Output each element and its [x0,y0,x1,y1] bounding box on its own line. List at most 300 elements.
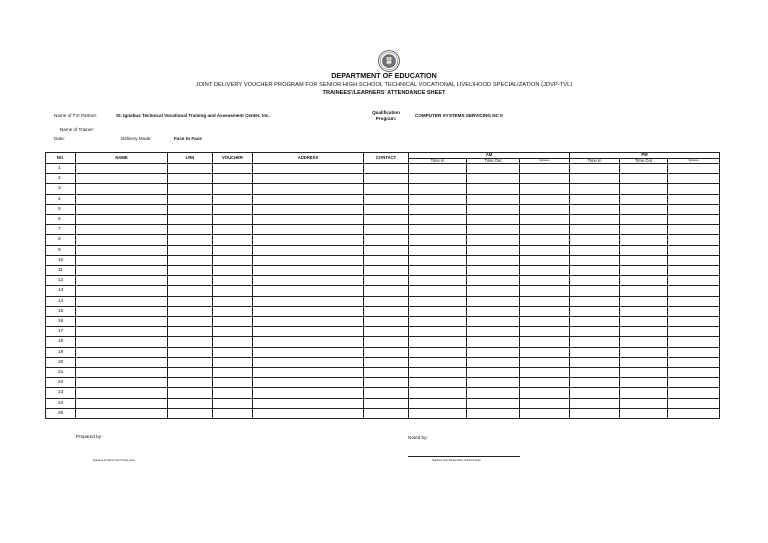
table-cell[interactable] [253,225,364,235]
table-cell[interactable] [570,327,620,337]
table-row [46,327,720,337]
table-cell[interactable] [409,327,467,337]
table-cell[interactable] [409,225,467,235]
table-cell[interactable] [668,296,720,306]
attendance-rows [46,164,720,419]
table-cell[interactable] [467,378,520,388]
table-cell[interactable] [253,255,364,265]
table-cell[interactable] [620,306,668,316]
table-cell[interactable] [213,337,253,347]
table-cell[interactable] [520,378,570,388]
table-cell[interactable] [213,245,253,255]
table-cell[interactable] [253,204,364,214]
table-cell[interactable] [668,215,720,225]
table-cell[interactable] [253,194,364,204]
table-cell[interactable] [364,184,409,194]
table-cell[interactable] [253,266,364,276]
table-cell[interactable] [76,194,168,204]
table-cell[interactable] [253,296,364,306]
table-cell[interactable] [570,194,620,204]
table-cell[interactable] [409,194,467,204]
table-cell[interactable] [364,276,409,286]
table-cell[interactable] [168,337,213,347]
table-row [46,347,720,357]
table-cell[interactable] [168,204,213,214]
table-cell[interactable] [364,357,409,367]
table-cell[interactable] [213,357,253,367]
table-cell[interactable] [168,184,213,194]
table-cell[interactable] [213,286,253,296]
table-cell[interactable] [76,337,168,347]
table-cell[interactable] [76,164,168,174]
table-cell[interactable] [520,398,570,408]
table-cell[interactable] [467,357,520,367]
table-cell[interactable] [620,408,668,418]
table-cell[interactable] [620,266,668,276]
table-cell[interactable] [520,266,570,276]
table-cell[interactable] [570,337,620,347]
table-cell[interactable] [76,347,168,357]
table-cell[interactable] [467,276,520,286]
table-cell[interactable] [668,347,720,357]
table-cell[interactable] [76,235,168,245]
table-cell[interactable] [620,245,668,255]
col-header-voucher: VOUCHER [213,153,253,164]
table-cell[interactable] [76,204,168,214]
table-cell[interactable] [168,296,213,306]
table-cell[interactable] [520,357,570,367]
table-cell[interactable] [76,266,168,276]
table-cell[interactable] [76,317,168,327]
table-cell[interactable] [76,388,168,398]
table-cell[interactable] [570,235,620,245]
table-cell[interactable] [213,408,253,418]
table-cell[interactable] [364,225,409,235]
table-cell[interactable] [409,255,467,265]
table-cell[interactable] [364,215,409,225]
table-cell[interactable] [570,408,620,418]
table-cell[interactable] [213,296,253,306]
table-cell[interactable] [364,286,409,296]
table-cell[interactable] [467,255,520,265]
table-cell[interactable] [668,276,720,286]
table-cell[interactable] [570,317,620,327]
table-cell[interactable] [520,286,570,296]
row-number: 13 [46,286,76,296]
table-cell[interactable] [213,317,253,327]
table-cell[interactable] [668,388,720,398]
table-cell[interactable] [409,408,467,418]
table-cell[interactable] [213,235,253,245]
table-cell[interactable] [668,337,720,347]
table-cell[interactable] [409,286,467,296]
table-cell[interactable] [668,408,720,418]
table-cell[interactable] [620,337,668,347]
table-cell[interactable] [467,184,520,194]
table-cell[interactable] [253,235,364,245]
table-cell[interactable] [253,174,364,184]
prepared-by-signature-caption: Signature of Trainer Over Printed name [93,459,135,462]
table-row [46,337,720,347]
table-cell[interactable] [168,408,213,418]
table-row [46,174,720,184]
table-cell[interactable] [570,276,620,286]
table-cell[interactable] [520,245,570,255]
table-cell[interactable] [570,368,620,378]
table-cell[interactable] [520,368,570,378]
table-cell[interactable] [76,357,168,367]
table-row [46,378,720,388]
table-cell[interactable] [520,296,570,306]
table-cell[interactable] [409,337,467,347]
table-cell[interactable] [76,255,168,265]
table-cell[interactable] [570,184,620,194]
table-cell[interactable] [467,174,520,184]
table-cell[interactable] [620,357,668,367]
table-cell[interactable] [213,164,253,174]
table-cell[interactable] [668,368,720,378]
table-cell[interactable] [570,215,620,225]
table-cell[interactable] [213,306,253,316]
table-cell[interactable] [213,378,253,388]
table-cell[interactable] [570,255,620,265]
table-cell[interactable] [168,174,213,184]
table-cell[interactable] [520,337,570,347]
table-cell[interactable] [76,276,168,286]
table-cell[interactable] [620,184,668,194]
table-cell[interactable] [168,255,213,265]
table-cell[interactable] [570,296,620,306]
table-cell[interactable] [467,327,520,337]
table-cell[interactable] [620,398,668,408]
table-cell[interactable] [467,408,520,418]
table-cell[interactable] [253,347,364,357]
table-cell[interactable] [253,337,364,347]
table-cell[interactable] [520,225,570,235]
table-cell[interactable] [570,398,620,408]
table-cell[interactable] [253,357,364,367]
table-cell[interactable] [253,378,364,388]
table-cell[interactable] [213,398,253,408]
table-cell[interactable] [620,225,668,235]
table-cell[interactable] [409,215,467,225]
table-cell[interactable] [668,194,720,204]
table-cell[interactable] [620,296,668,306]
table-cell[interactable] [409,296,467,306]
table-cell[interactable] [168,347,213,357]
table-cell[interactable] [520,194,570,204]
col-header-address: ADDRESS [253,153,364,164]
table-cell[interactable] [76,378,168,388]
table-cell[interactable] [570,164,620,174]
table-cell[interactable] [168,276,213,286]
table-row [46,296,720,306]
table-cell[interactable] [467,235,520,245]
table-cell[interactable] [213,255,253,265]
table-cell[interactable] [213,215,253,225]
program-title: JOINT DELIVERY VOUCHER PROGRAM FOR SENIOR HIGH SCHOOL TECHNICAL VOCATIONAL LIVELIHOOD SPECIALIZATION (JDVP-TVL) [195,82,573,88]
table-cell[interactable] [668,174,720,184]
table-cell[interactable] [570,266,620,276]
table-cell[interactable] [570,306,620,316]
table-cell[interactable] [620,215,668,225]
table-cell[interactable] [620,194,668,204]
table-cell[interactable] [409,276,467,286]
table-cell[interactable] [364,408,409,418]
table-cell[interactable] [668,317,720,327]
table-cell[interactable] [253,306,364,316]
table-cell[interactable] [364,398,409,408]
table-cell[interactable] [620,347,668,357]
table-cell[interactable] [467,306,520,316]
table-cell[interactable] [76,408,168,418]
table-cell[interactable] [364,327,409,337]
table-cell[interactable] [253,408,364,418]
table-cell[interactable] [168,398,213,408]
table-cell[interactable] [213,388,253,398]
table-cell[interactable] [76,225,168,235]
table-cell[interactable] [570,204,620,214]
table-cell[interactable] [668,255,720,265]
qualification-value: COMPUTER SYSTEMS SERVICING NC II [415,113,503,118]
table-cell[interactable] [168,306,213,316]
table-cell[interactable] [253,317,364,327]
table-cell[interactable] [570,174,620,184]
table-row [46,204,720,214]
table-cell[interactable] [520,388,570,398]
table-cell[interactable] [520,204,570,214]
table-cell[interactable] [467,388,520,398]
table-cell[interactable] [364,378,409,388]
table-cell[interactable] [409,398,467,408]
table-cell[interactable] [168,317,213,327]
table-cell[interactable] [520,184,570,194]
table-cell[interactable] [76,398,168,408]
table-cell[interactable] [520,408,570,418]
table-cell[interactable] [213,184,253,194]
table-cell[interactable] [76,306,168,316]
table-cell[interactable] [409,357,467,367]
table-cell[interactable] [168,327,213,337]
table-cell[interactable] [668,306,720,316]
table-cell[interactable] [364,337,409,347]
table-cell[interactable] [253,215,364,225]
table-cell[interactable] [520,215,570,225]
table-cell[interactable] [76,245,168,255]
table-cell[interactable] [409,378,467,388]
table-cell[interactable] [668,266,720,276]
col-header-am-time-out: Time Out [467,158,520,164]
table-cell[interactable] [668,357,720,367]
table-cell[interactable] [364,204,409,214]
table-cell[interactable] [253,184,364,194]
table-cell[interactable] [467,215,520,225]
table-cell[interactable] [213,174,253,184]
table-cell[interactable] [364,306,409,316]
table-cell[interactable] [570,347,620,357]
table-cell[interactable] [213,276,253,286]
table-cell[interactable] [168,266,213,276]
table-cell[interactable] [620,317,668,327]
table-cell[interactable] [76,215,168,225]
table-cell[interactable] [213,327,253,337]
table-row [46,276,720,286]
table-cell[interactable] [168,378,213,388]
table-cell[interactable] [168,235,213,245]
table-cell[interactable] [620,164,668,174]
table-cell[interactable] [520,306,570,316]
table-cell[interactable] [668,286,720,296]
table-cell[interactable] [467,286,520,296]
table-cell[interactable] [364,164,409,174]
table-cell[interactable] [620,174,668,184]
row-number: 6 [46,215,76,225]
table-cell[interactable] [364,174,409,184]
row-number: 16 [46,317,76,327]
table-cell[interactable] [253,276,364,286]
table-cell[interactable] [520,347,570,357]
table-cell[interactable] [668,225,720,235]
table-cell[interactable] [620,255,668,265]
table-cell[interactable] [76,286,168,296]
table-cell[interactable] [364,255,409,265]
table-cell[interactable] [620,388,668,398]
table-cell[interactable] [570,286,620,296]
table-cell[interactable] [668,164,720,174]
table-cell[interactable] [409,184,467,194]
table-cell[interactable] [76,327,168,337]
table-cell[interactable] [409,174,467,184]
table-cell[interactable] [520,174,570,184]
table-cell[interactable] [520,255,570,265]
table-cell[interactable] [668,378,720,388]
table-cell[interactable] [409,306,467,316]
table-cell[interactable] [168,388,213,398]
table-cell[interactable] [467,296,520,306]
table-cell[interactable] [570,245,620,255]
table-cell[interactable] [364,266,409,276]
table-cell[interactable] [364,347,409,357]
table-cell[interactable] [668,184,720,194]
table-cell[interactable] [467,337,520,347]
table-cell[interactable] [668,245,720,255]
row-number: 3 [46,184,76,194]
table-cell[interactable] [364,296,409,306]
table-cell[interactable] [168,245,213,255]
table-cell[interactable] [76,184,168,194]
col-header-contact: CONTACT [364,153,409,164]
table-cell[interactable] [668,235,720,245]
table-cell[interactable] [76,296,168,306]
col-header-pm-signature: Signature [668,158,720,164]
table-cell[interactable] [570,378,620,388]
table-cell[interactable] [570,388,620,398]
table-cell[interactable] [168,368,213,378]
table-cell[interactable] [620,286,668,296]
table-cell[interactable] [520,235,570,245]
table-cell[interactable] [213,194,253,204]
table-cell[interactable] [213,368,253,378]
table-cell[interactable] [364,388,409,398]
table-cell[interactable] [668,327,720,337]
table-cell[interactable] [76,174,168,184]
table-cell[interactable] [409,245,467,255]
table-cell[interactable] [570,225,620,235]
table-cell[interactable] [467,347,520,357]
table-cell[interactable] [409,317,467,327]
table-cell[interactable] [364,194,409,204]
table-cell[interactable] [76,368,168,378]
table-cell[interactable] [467,398,520,408]
table-cell[interactable] [253,398,364,408]
table-cell[interactable] [467,225,520,235]
table-cell[interactable] [253,368,364,378]
table-cell[interactable] [168,286,213,296]
table-cell[interactable] [364,368,409,378]
row-number: 15 [46,306,76,316]
table-cell[interactable] [213,347,253,357]
table-cell[interactable] [409,368,467,378]
table-cell[interactable] [253,245,364,255]
table-cell[interactable] [168,215,213,225]
table-cell[interactable] [409,388,467,398]
table-cell[interactable] [364,245,409,255]
table-cell[interactable] [620,276,668,286]
table-cell[interactable] [467,164,520,174]
table-cell[interactable] [520,317,570,327]
table-cell[interactable] [409,164,467,174]
col-header-am: AM [409,153,570,159]
table-cell[interactable] [253,388,364,398]
table-cell[interactable] [467,266,520,276]
noted-by-signature-line [408,456,520,457]
table-cell[interactable] [620,378,668,388]
table-cell[interactable] [364,235,409,245]
table-cell[interactable] [253,327,364,337]
table-cell[interactable] [467,317,520,327]
table-cell[interactable] [467,204,520,214]
table-cell[interactable] [168,225,213,235]
table-cell[interactable] [668,204,720,214]
table-cell[interactable] [467,245,520,255]
table-cell[interactable] [213,225,253,235]
table-cell[interactable] [520,164,570,174]
row-number: 25 [46,408,76,418]
table-cell[interactable] [467,368,520,378]
table-cell[interactable] [467,194,520,204]
table-cell[interactable] [253,164,364,174]
table-cell[interactable] [570,357,620,367]
table-cell[interactable] [409,347,467,357]
table-cell[interactable] [409,266,467,276]
table-cell[interactable] [620,204,668,214]
table-cell[interactable] [168,194,213,204]
table-cell[interactable] [168,357,213,367]
table-cell[interactable] [213,204,253,214]
table-cell[interactable] [520,276,570,286]
table-cell[interactable] [668,398,720,408]
table-cell[interactable] [620,235,668,245]
table-cell[interactable] [409,204,467,214]
table-cell[interactable] [409,235,467,245]
table-cell[interactable] [620,368,668,378]
table-cell[interactable] [168,164,213,174]
table-cell[interactable] [364,317,409,327]
table-cell[interactable] [253,286,364,296]
table-cell[interactable] [213,266,253,276]
table-cell[interactable] [520,327,570,337]
table-cell[interactable] [620,327,668,337]
